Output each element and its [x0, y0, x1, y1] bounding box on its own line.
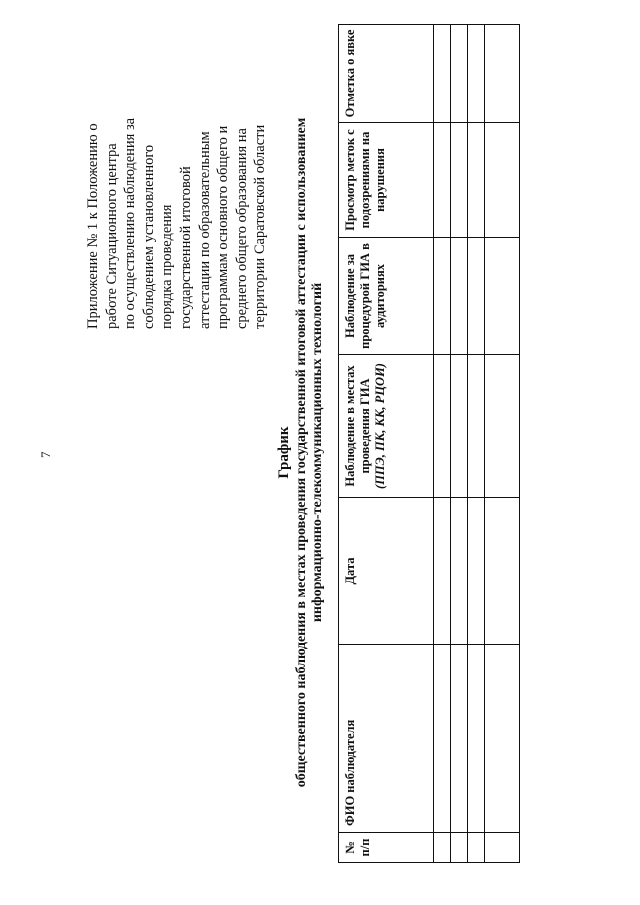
table-cell [451, 833, 468, 863]
header-observation-procedure: Наблюдение за процедурой ГИА в аудиториях [339, 238, 434, 355]
table-row [468, 25, 485, 863]
appendix-line: работе Ситуационного центра [103, 143, 120, 329]
appendix-line: соблюдением установленного [140, 144, 157, 329]
title-main: График [276, 426, 292, 479]
title-line-2: общественного наблюдения в местах проведения государственной итоговой аттестации с использованием [294, 117, 309, 788]
table-header-row [339, 25, 434, 863]
table-cell [485, 498, 520, 645]
header-review-marks: Просмотр меток с подозрениями на нарушения [339, 123, 434, 238]
header-observation-places [339, 355, 434, 498]
table-cell [434, 25, 451, 123]
table-row [485, 25, 520, 863]
table-cell [485, 355, 520, 498]
table-cell [468, 645, 485, 833]
table-row [451, 25, 468, 863]
table-cell [485, 645, 520, 833]
table-cell [451, 238, 468, 355]
table-cell [451, 645, 468, 833]
page-number: 7 [38, 451, 53, 458]
table-cell [485, 25, 520, 123]
table-cell [434, 645, 451, 833]
table-cell [434, 355, 451, 498]
table-cell [451, 25, 468, 123]
appendix-line: порядка проведения [159, 204, 176, 329]
table-cell [468, 833, 485, 863]
table-cell [434, 833, 451, 863]
appendix-line: государственной итоговой [177, 166, 194, 329]
header-observation-places-sub: (ППЭ, ПК, КК, РЦОИ) [373, 363, 387, 489]
appendix-line: по осуществлению наблюдения за [122, 117, 139, 329]
header-attendance: Отметка о явке [339, 25, 434, 123]
table-cell [468, 355, 485, 498]
table-cell [468, 25, 485, 123]
header-number: № п/п [339, 833, 434, 863]
table-cell [434, 498, 451, 645]
table-cell [434, 238, 451, 355]
table-cell [485, 238, 520, 355]
schedule-table [338, 24, 520, 863]
table-cell [485, 123, 520, 238]
table-cell [451, 498, 468, 645]
appendix-line: аттестации по образовательным [196, 131, 213, 329]
table-cell [451, 123, 468, 238]
appendix-note [84, 29, 270, 329]
table-cell [468, 123, 485, 238]
table-row [434, 25, 451, 863]
header-observation-places-main: Наблюдение в местах проведения ГИА [343, 365, 372, 487]
appendix-line: программам основного общего и [215, 125, 232, 329]
title-line-3: информационно-телекоммуникационных технологий [310, 282, 325, 623]
document-title [276, 40, 326, 865]
table-cell [468, 238, 485, 355]
header-observer-name: ФИО наблюдателя [339, 645, 434, 833]
header-date: Дата [339, 498, 434, 645]
table-cell [434, 123, 451, 238]
table-cell [468, 498, 485, 645]
appendix-line: территории Саратовской области [252, 124, 269, 329]
table-cell [485, 833, 520, 863]
table-cell [451, 355, 468, 498]
appendix-line: среднего общего образования на [233, 128, 250, 329]
appendix-line: Приложение № 1 к Положению о [85, 123, 101, 329]
